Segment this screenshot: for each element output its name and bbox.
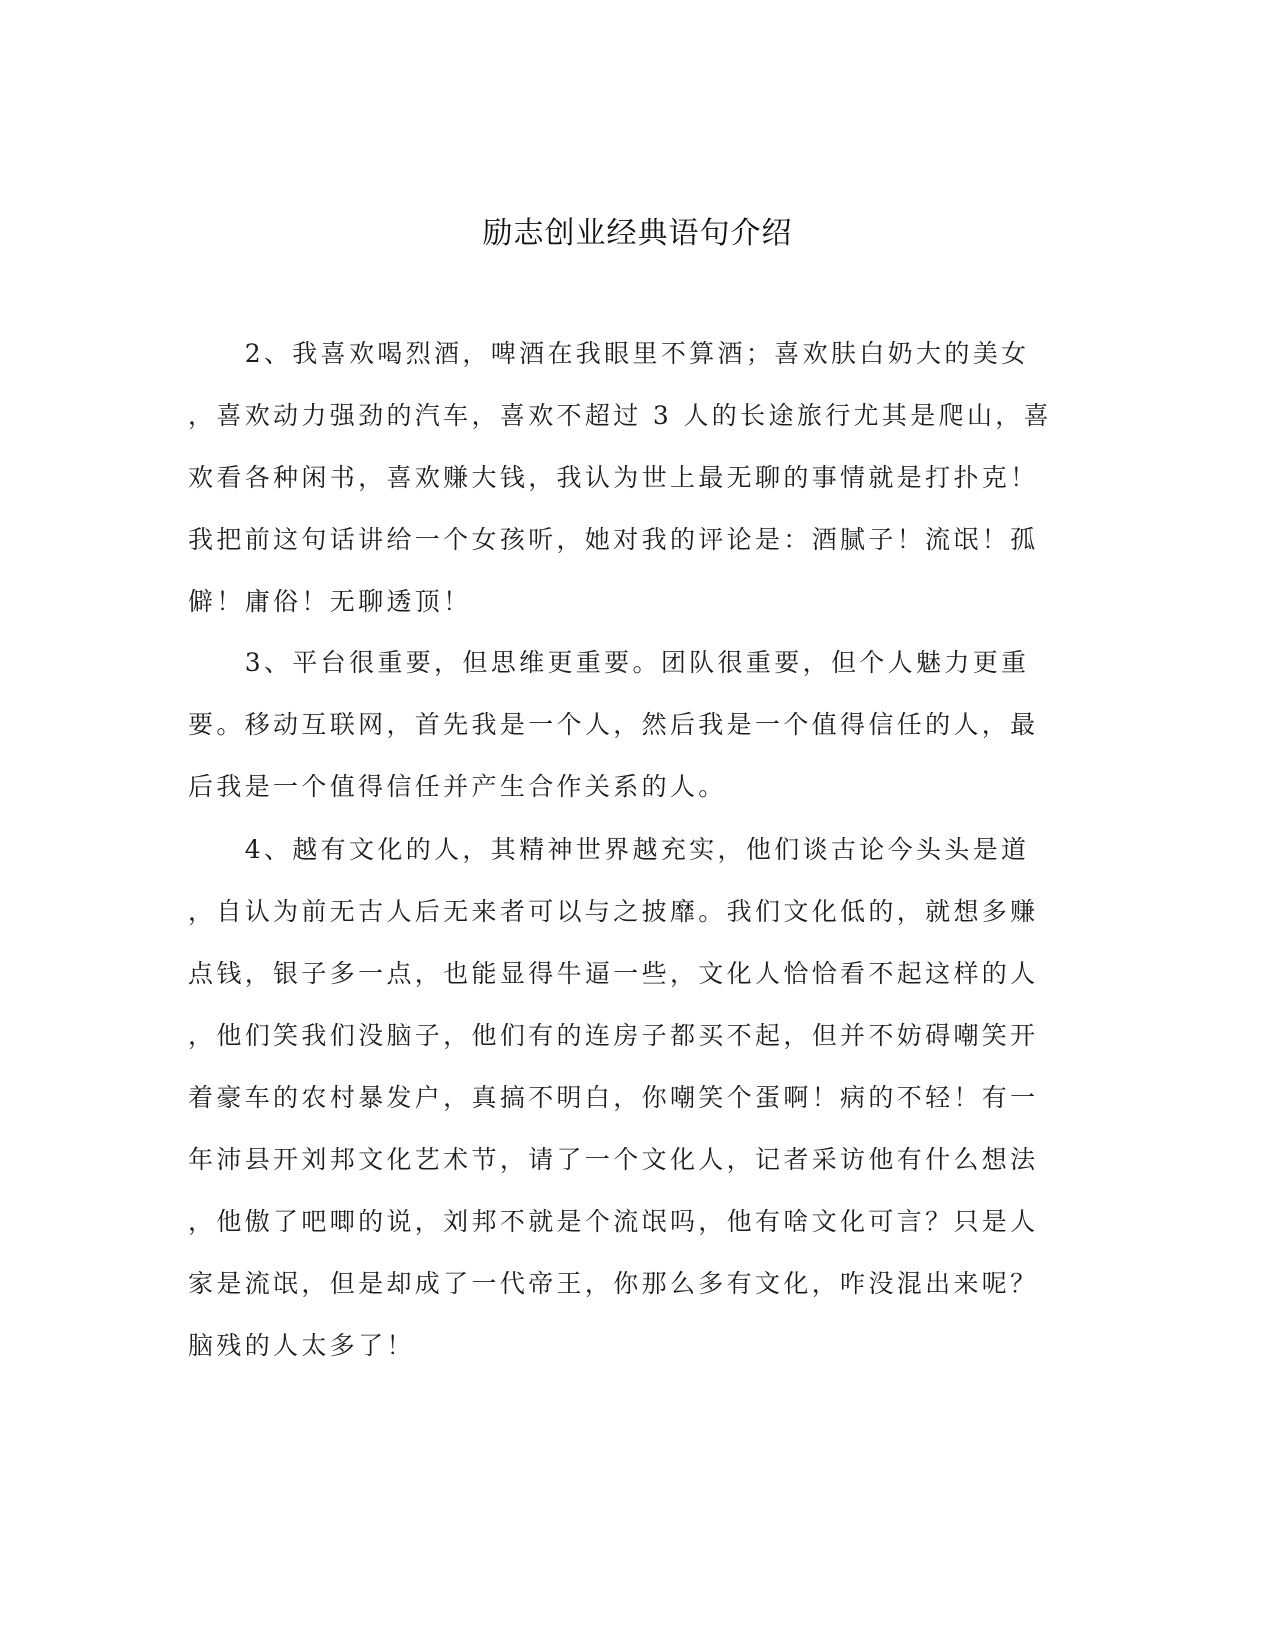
paragraph-4 — [188, 819, 1064, 1377]
paragraph-line: ，自认为前无古人后无来者可以与之披靡。我们文化低的，就想多赚 — [188, 897, 1039, 926]
paragraph-line: 年沛县开刘邦文化艺术节，请了一个文化人，记者采访他有什么想法 — [188, 1145, 1039, 1174]
paragraph-line: 3、平台很重要，但思维更重要。团队很重要，但个人魅力更重 — [188, 648, 1030, 677]
paragraph-line: 要。移动互联网，首先我是一个人，然后我是一个值得信任的人，最 — [188, 710, 1039, 739]
paragraph-line: 脑残的人太多了！ — [188, 1331, 415, 1360]
document-title: 励志创业经典语句介绍 — [482, 216, 793, 251]
paragraph-line: 2、我喜欢喝烈酒，啤酒在我眼里不算酒；喜欢肤白奶大的美女 — [188, 339, 1030, 368]
paragraph-line: 后我是一个值得信任并产生合作关系的人。 — [188, 772, 727, 801]
paragraph-line: 僻！庸俗！无聊透顶！ — [188, 587, 472, 616]
paragraph-line: 点钱，银子多一点，也能显得牛逼一些，文化人恰恰看不起这样的人 — [188, 959, 1039, 988]
paragraph-3 — [188, 632, 1064, 818]
paragraph-line: ，他傲了吧唧的说，刘邦不就是个流氓吗，他有啥文化可言？只是人 — [188, 1207, 1039, 1236]
paragraph-line: ，喜欢动力强劲的汽车，喜欢不超过 3 人的长途旅行尤其是爬山，喜 — [188, 401, 1053, 430]
paragraph-line: ，他们笑我们没脑子，他们有的连房子都买不起，但并不妨碍嘲笑开 — [188, 1021, 1039, 1050]
paragraph-2 — [188, 323, 1064, 633]
paragraph-line: 我把前这句话讲给一个女孩听，她对我的评论是：酒腻子！流氓！孤 — [188, 525, 1039, 554]
paragraph-line: 4、越有文化的人，其精神世界越充实，他们谈古论今头头是道 — [188, 835, 1030, 864]
paragraph-line: 着豪车的农村暴发户，真搞不明白，你嘲笑个蛋啊！病的不轻！有一 — [188, 1083, 1039, 1112]
paragraph-line: 欢看各种闲书，喜欢赚大钱，我认为世上最无聊的事情就是打扑克！ — [188, 463, 1039, 492]
paragraph-line: 家是流氓，但是却成了一代帝王，你那么多有文化，咋没混出来呢？ — [188, 1269, 1039, 1298]
